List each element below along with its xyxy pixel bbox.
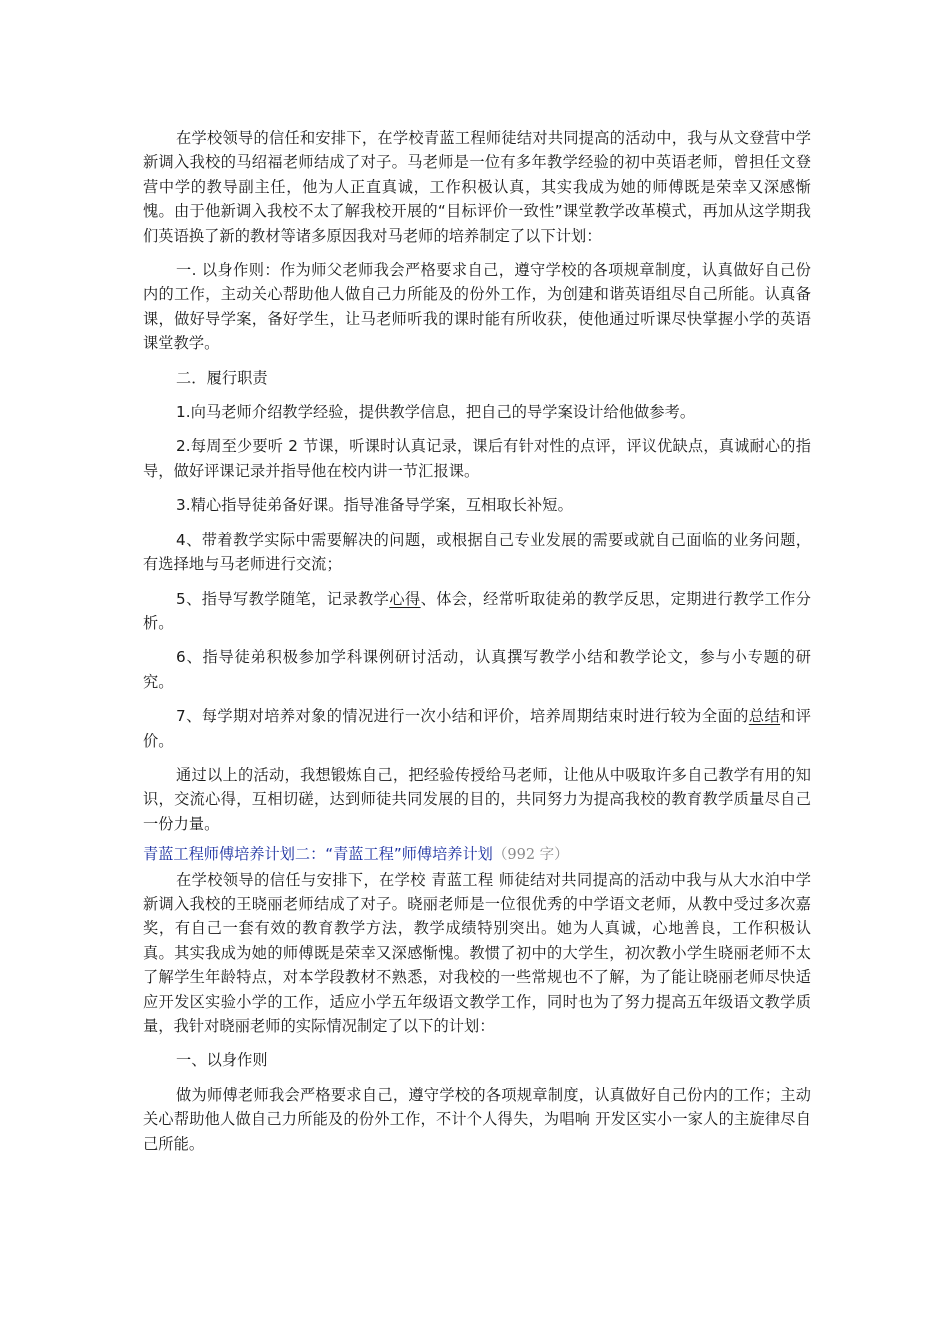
duty-item-1: 1.向马老师介绍教学经验，提供教学信息，把自己的导学案设计给他做参考。: [176, 403, 696, 422]
duty-item-5: [143, 587, 811, 636]
duty-item-7-text-b: 和评价。: [143, 707, 811, 750]
section-2-title-link[interactable]: 青蓝工程师傅培养计划二：“青蓝工程”师傅培养计划: [143, 845, 493, 864]
plan-2-intro-paragraph: 在学校领导的信任与安排下，在学校 青蓝工程 师徒结对共同提高的活动中我与从大水泊中学新调入我校的王晓丽老师结成了对子。晓丽老师是一位很优秀的中学语文老师，从教中受过多次嘉奖，有自己一套有效的教育教学方法，教学成绩特别突出。她为人真诚，心地善良，工作积极认真。其实我成为她的师傅既是荣幸又深感惭愧。教惯了初中的大学生，初次教小学生晓丽老师不太了解学生年龄特点，对本学段教材不熟悉，对我校的一些常规也不了解，为了能让晓丽老师尽快适应开发区实验小学的工作，适应小学五年级语文教学工作，同时也为了努力提高五年级语文教学质量，我针对晓丽老师的实际情况制定了以下的计划：: [143, 870, 811, 1035]
duty-item-6: 6、指导徒弟积极参加学科课例研讨活动，认真撰写教学小结和教学论文，参与小专题的研究。: [143, 648, 811, 691]
duty-item-3: 3.精心指导徒弟备好课。指导准备导学案，互相取长补短。: [176, 496, 573, 515]
plan-2-section-1-body: 做为师傅老师我会严格要求自己，遵守学校的各项规章制度，认真做好自己份内的工作；主动关心帮助他人做自己力所能及的份外工作，不计个人得失，为唱响 开发区实小一家人的主旋律尽自己所能。: [143, 1085, 811, 1153]
section-1-paragraph: 一. 以身作则：作为师父老师我会严格要求自己，遵守学校的各项规章制度，认真做好自己份内的工作，主动关心帮助他人做自己力所能及的份外工作，为创建和谐英语组尽自己所能。认真备课，做好导学案，备好学生，让马老师听我的课时能有所收获，使他通过听课尽快掌握小学的英语课堂教学。: [143, 261, 811, 353]
duty-item-5-text-a: 5、指导写教学随笔，记录教学: [176, 589, 390, 608]
conclusion-paragraph: 通过以上的活动，我想锻炼自己，把经验传授给马老师，让他从中吸取许多自己教学有用的知识，交流心得，互相切磋，达到师徒共同发展的目的，共同努力为提高我校的教育教学质量尽自己一份力量。: [143, 765, 811, 833]
duty-item-7: [143, 704, 811, 753]
intro-paragraph: 在学校领导的信任和安排下，在学校青蓝工程师徒结对共同提高的活动中，我与从文登营中学新调入我校的马绍福老师结成了对子。马老师是一位有多年教学经验的初中英语老师，曾担任文登营中学的教导副主任，他为人正直真诚，工作积极认真，其实我成为她的师傅既是荣幸又深感惭愧。由于他新调入我校不太了解我校开展的“目标评价一致性”课堂教学改革模式，再加从这学期我们英语换了新的教材等诸多原因我对马老师的培养制定了以下计划：: [143, 129, 811, 245]
duty-item-2: 2.每周至少要听 2 节课，听课时认真记录，课后有针对性的点评，评议优缺点，真诚耐心的指导，做好评课记录并指导他在校内讲一节汇报课。: [143, 437, 811, 480]
section-2-title: [143, 842, 811, 867]
document-body: [143, 126, 811, 1166]
word-count-label: （992 字）: [492, 847, 569, 864]
plan-2-section-1-heading: 一、以身作则: [176, 1051, 268, 1070]
duty-item-5-text-b: 、体会，经常听取徒弟的教学反思，定期进行教学工作分析。: [143, 589, 811, 632]
keyword-link-zongjie[interactable]: 总结: [748, 707, 781, 726]
section-2-heading: 二．履行职责: [176, 368, 268, 387]
duty-item-7-text-a: 7、每学期对培养对象的情况进行一次小结和评价，培养周期结束时进行较为全面的: [176, 707, 749, 726]
keyword-link-xinde[interactable]: 心得: [389, 589, 421, 608]
duty-item-4: 4、带着教学实际中需要解决的问题，或根据自己专业发展的需要或就自己面临的业务问题，有选择地与马老师进行交流；: [143, 530, 811, 574]
